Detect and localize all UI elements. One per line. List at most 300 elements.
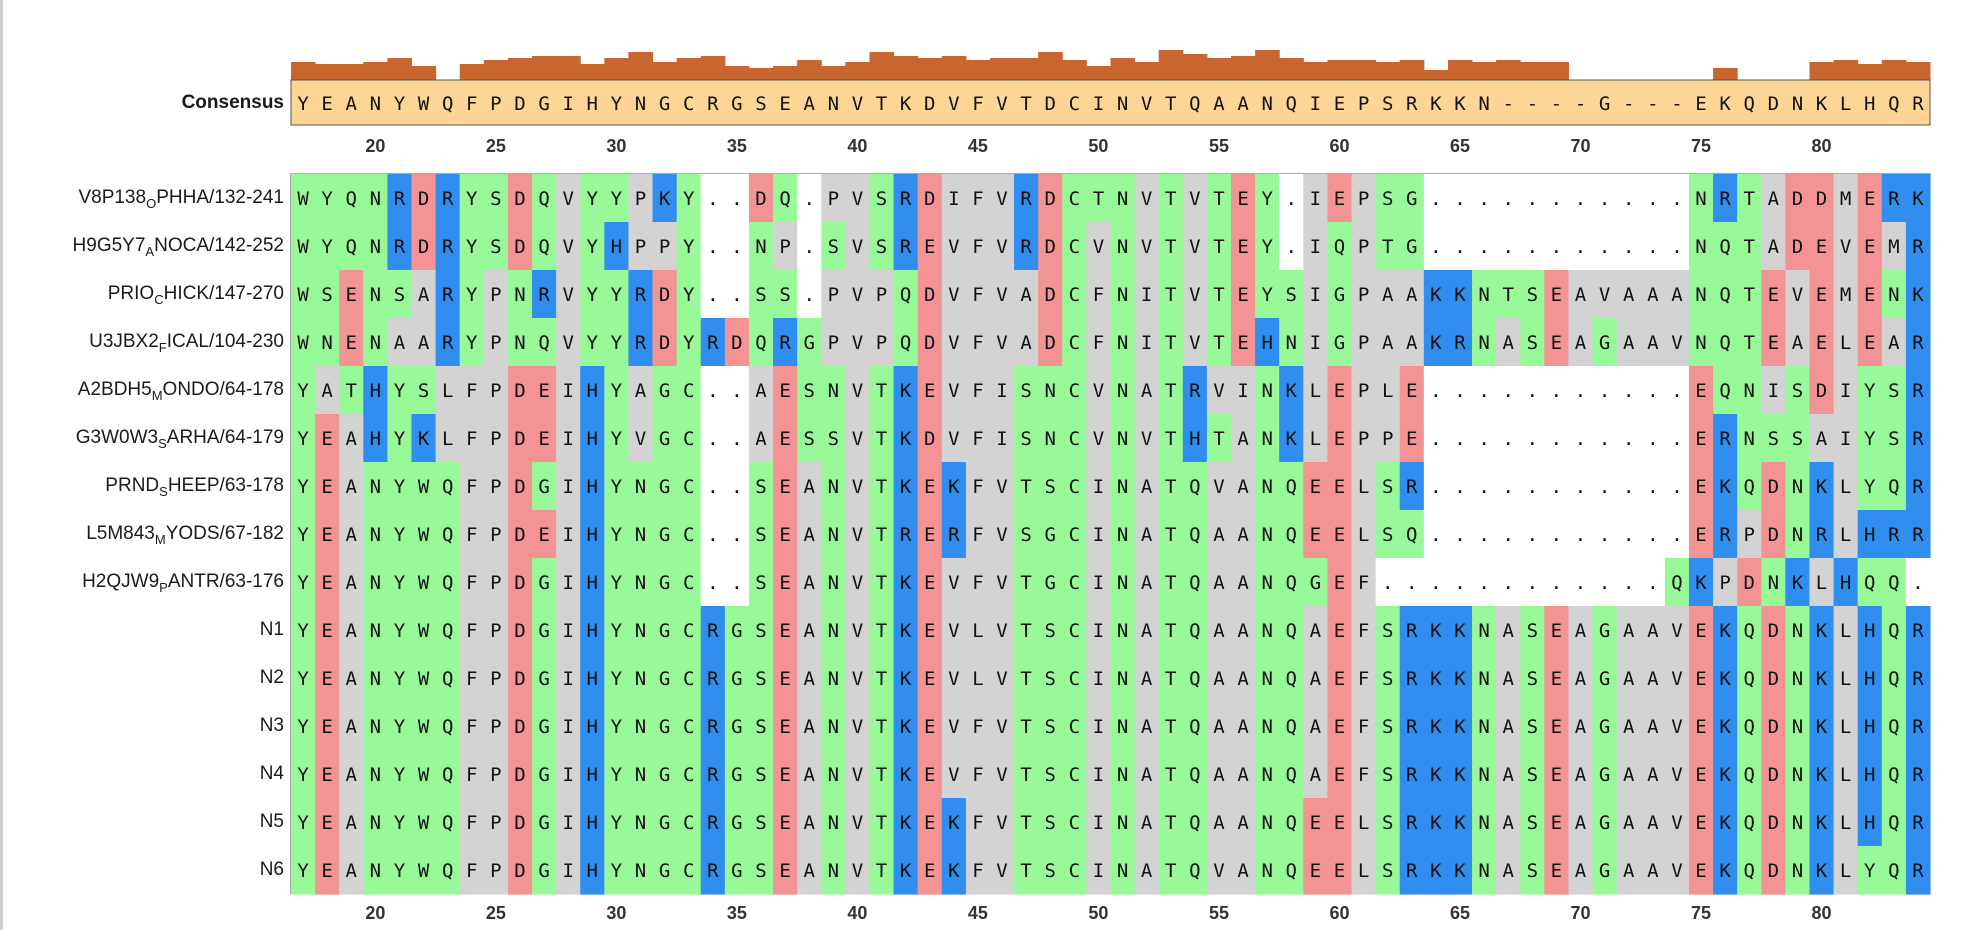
consensus-box [291, 80, 1930, 125]
residue-letter: H [586, 764, 599, 786]
residue-letter: A [803, 812, 815, 834]
residue-letter: S [755, 668, 767, 690]
residue-letter: R [1406, 860, 1418, 882]
residue-letter: K [899, 572, 912, 594]
residue-letter: N [369, 668, 382, 690]
residue-letter: E [1309, 860, 1322, 882]
residue-letter: N [1695, 188, 1707, 210]
residue-letter: E [1333, 188, 1346, 210]
residue-letter: N [1261, 668, 1273, 690]
residue-letter: Q [1285, 524, 1297, 546]
residue-letter: N [1791, 812, 1804, 834]
residue-letter: Y [393, 716, 406, 738]
residue-letter: A [393, 332, 406, 354]
residue-letter: T [1165, 668, 1177, 690]
residue-letter: V [948, 572, 960, 594]
residue-letter: A [1574, 860, 1587, 882]
residue-letter: V [851, 620, 864, 642]
residue-letter: V [851, 716, 864, 738]
conservation-bar [1159, 50, 1184, 80]
consensus-residue: - [1526, 93, 1539, 115]
consensus-residue: A [345, 93, 357, 115]
residue-letter: K [1719, 476, 1731, 498]
residue-letter: Y [466, 284, 478, 306]
residue-letter: H [586, 476, 599, 498]
residue-letter: V [1671, 620, 1683, 642]
residue-letter: I [1767, 380, 1780, 402]
residue-letter: N [634, 716, 647, 738]
residue-letter: . [1622, 428, 1635, 450]
conservation-bar [1809, 62, 1834, 80]
residue-letter: Q [441, 812, 454, 834]
conservation-bar [460, 64, 485, 80]
conservation-bar [1424, 70, 1449, 80]
residue-letter: P [1357, 380, 1370, 402]
sequence-label-id: PRIO [107, 283, 155, 304]
residue-letter: . [1598, 428, 1611, 450]
residue-letter: S [803, 428, 815, 450]
residue-letter: K [1719, 668, 1731, 690]
residue-letter: . [1381, 572, 1394, 594]
residue-letter: A [345, 476, 357, 498]
residue-letter: . [1454, 476, 1466, 498]
residue-letter: A [1622, 620, 1635, 642]
residue-letter: . [731, 476, 743, 498]
consensus-residue: D [1044, 93, 1056, 115]
residue-letter: A [1647, 860, 1659, 882]
conservation-bar [701, 56, 726, 80]
residue-letter: V [851, 812, 864, 834]
residue-letter: N [1116, 764, 1129, 786]
residue-letter: F [466, 812, 478, 834]
residue-letter: P [1357, 332, 1370, 354]
residue-letter: N [321, 332, 333, 354]
residue-letter: N [1791, 620, 1804, 642]
residue-letter: V [851, 188, 864, 210]
residue-letter: A [1020, 284, 1032, 306]
residue-letter: N [634, 764, 647, 786]
residue-letter: D [1791, 188, 1804, 210]
sequence-label [4, 810, 284, 834]
consensus-residue: - [1671, 93, 1683, 115]
residue-letter: A [1502, 764, 1514, 786]
residue-letter: T [875, 620, 888, 642]
residue-letter: V [562, 236, 574, 258]
residue-letter: F [1357, 716, 1370, 738]
conservation-bar [1544, 62, 1569, 80]
residue-letter: V [996, 668, 1008, 690]
residue-letter: D [1767, 764, 1780, 786]
residue-letter: . [1550, 188, 1563, 210]
residue-letter: . [1526, 428, 1539, 450]
residue-letter: Q [1743, 764, 1755, 786]
residue-letter: T [1213, 188, 1225, 210]
residue-letter: H [1189, 428, 1201, 450]
residue-letter: . [1671, 380, 1683, 402]
residue-letter: S [1044, 764, 1056, 786]
sequence-label [4, 522, 284, 546]
residue-letter: A [1140, 764, 1153, 786]
residue-letter: N [827, 380, 840, 402]
residue-letter: . [1502, 524, 1514, 546]
residue-letter: N [514, 332, 526, 354]
conservation-bar [1062, 60, 1087, 80]
residue-letter: . [1478, 572, 1490, 594]
residue-letter: N [514, 284, 526, 306]
residue-letter: A [1237, 764, 1249, 786]
residue-letter: E [321, 476, 333, 498]
residue-letter: F [466, 572, 478, 594]
residue-letter: E [779, 428, 791, 450]
residue-letter: W [417, 812, 430, 834]
residue-letter: S [1381, 668, 1394, 690]
residue-letter: L [1839, 476, 1852, 498]
residue-letter: V [1092, 428, 1105, 450]
residue-letter: S [755, 716, 767, 738]
residue-letter: R [1912, 716, 1924, 738]
residue-letter: T [1165, 620, 1177, 642]
conservation-bar [894, 56, 919, 80]
residue-letter: D [1743, 572, 1755, 594]
residue-letter: V [1140, 188, 1153, 210]
residue-letter: N [1478, 860, 1490, 882]
residue-letter: A [1574, 812, 1587, 834]
residue-letter: N [369, 188, 382, 210]
residue-letter: V [1189, 188, 1201, 210]
conservation-bar [1135, 62, 1160, 80]
residue-letter: S [779, 284, 791, 306]
residue-letter: K [899, 764, 912, 786]
residue-letter: V [1598, 284, 1611, 306]
residue-letter: A [1622, 668, 1635, 690]
residue-letter: D [1767, 860, 1780, 882]
residue-letter: V [996, 236, 1008, 258]
residue-letter: Q [538, 332, 550, 354]
residue-letter: A [417, 284, 430, 306]
residue-letter: . [1647, 380, 1659, 402]
bottom-tick-label: 25 [485, 903, 506, 923]
residue-letter: R [1719, 524, 1731, 546]
residue-letter: E [1815, 332, 1828, 354]
residue-letter: Y [610, 524, 623, 546]
residue-letter: Y [610, 716, 623, 738]
residue-letter: . [1526, 380, 1539, 402]
residue-letter: C [1068, 284, 1081, 306]
residue-letter: D [1767, 524, 1780, 546]
residue-letter: N [634, 668, 647, 690]
residue-letter: A [1406, 332, 1418, 354]
residue-letter: V [996, 572, 1008, 594]
consensus-residue: D [1767, 93, 1780, 115]
residue-letter: P [490, 764, 502, 786]
residue-letter: A [1622, 860, 1635, 882]
residue-letter: E [924, 716, 936, 738]
residue-letter: F [972, 284, 984, 306]
conservation-bar [604, 58, 629, 80]
residue-letter: . [1526, 572, 1539, 594]
residue-letter: Q [1888, 620, 1900, 642]
residue-letter: D [514, 188, 526, 210]
residue-letter: E [321, 764, 333, 786]
residue-letter: N [369, 476, 382, 498]
top-tick-label: 70 [1570, 136, 1591, 156]
residue-letter: E [779, 380, 791, 402]
residue-letter: H [369, 380, 382, 402]
residue-letter: G [1598, 812, 1611, 834]
consensus-residue: D [514, 93, 526, 115]
conservation-bar [821, 66, 846, 80]
residue-letter: E [345, 332, 357, 354]
residue-letter: I [1092, 812, 1105, 834]
residue-letter: K [1454, 284, 1466, 306]
residue-letter: . [1502, 572, 1514, 594]
residue-letter: V [1671, 860, 1683, 882]
consensus-residue: L [1839, 93, 1852, 115]
residue-letter: K [1430, 812, 1442, 834]
residue-letter: E [1550, 332, 1563, 354]
residue-letter: D [1044, 236, 1056, 258]
residue-letter: A [1647, 284, 1659, 306]
sequence-label [4, 666, 284, 690]
residue-letter: D [514, 476, 526, 498]
consensus-residue: W [417, 93, 430, 115]
residue-letter: K [1430, 860, 1442, 882]
residue-letter: S [755, 620, 767, 642]
residue-letter: R [707, 332, 719, 354]
residue-letter: . [1526, 524, 1539, 546]
residue-letter: N [827, 764, 840, 786]
residue-letter: . [1574, 428, 1587, 450]
residue-letter: Y [297, 524, 309, 546]
conservation-bar [1400, 60, 1425, 80]
residue-letter: E [1333, 764, 1346, 786]
residue-letter: S [1526, 284, 1539, 306]
consensus-residue: - [1574, 93, 1587, 115]
residue-letter: T [1743, 236, 1755, 258]
residue-letter: A [1140, 380, 1153, 402]
residue-letter: F [466, 524, 478, 546]
residue-letter: Q [1285, 572, 1297, 594]
residue-letter: E [321, 428, 333, 450]
residue-letter: Q [1189, 572, 1201, 594]
residue-letter: N [827, 572, 840, 594]
residue-letter: V [948, 236, 960, 258]
residue-letter: . [731, 284, 743, 306]
residue-letter: R [1912, 428, 1924, 450]
sequence-label-id: N2 [259, 667, 284, 688]
residue-letter: A [1622, 284, 1635, 306]
residue-letter: A [1213, 716, 1225, 738]
residue-letter: K [899, 476, 912, 498]
residue-letter: N [369, 716, 382, 738]
residue-letter: S [1526, 332, 1539, 354]
residue-letter: Y [1261, 236, 1273, 258]
conservation-bar [1279, 58, 1304, 80]
residue-letter: K [1912, 188, 1924, 210]
residue-letter: A [803, 572, 815, 594]
residue-letter: G [1598, 332, 1611, 354]
residue-letter: G [1044, 524, 1056, 546]
consensus-label: Consensus [181, 92, 284, 113]
residue-letter: Y [1261, 188, 1273, 210]
consensus-residue: N [827, 93, 840, 115]
residue-letter: L [1357, 524, 1370, 546]
consensus-residue: V [948, 93, 960, 115]
sequence-label-id: PRND [105, 475, 160, 496]
residue-letter: D [924, 428, 936, 450]
residue-letter: Q [441, 716, 454, 738]
residue-letter: . [731, 188, 743, 210]
residue-letter: K [948, 812, 960, 834]
conservation-bar [1882, 60, 1907, 80]
residue-letter: E [1695, 716, 1707, 738]
residue-letter: Q [1743, 860, 1755, 882]
residue-letter: A [803, 524, 815, 546]
residue-letter: . [1285, 236, 1297, 258]
residue-letter: E [321, 860, 333, 882]
residue-letter: . [1647, 236, 1659, 258]
residue-letter: Y [1864, 476, 1876, 498]
sequence-label-rest: ICAL/104-230 [166, 331, 284, 352]
residue-letter: . [1502, 188, 1514, 210]
residue-letter: P [1357, 284, 1370, 306]
residue-letter: S [1044, 860, 1056, 882]
sequence-label-rest: HICK/147-270 [163, 283, 284, 304]
consensus-residue: R [1912, 93, 1924, 115]
sequence-label-id: U3JBX2 [89, 331, 159, 352]
residue-letter: F [972, 860, 984, 882]
residue-letter: Q [1406, 524, 1418, 546]
residue-letter: . [1478, 380, 1490, 402]
residue-letter: E [1767, 332, 1780, 354]
residue-letter: A [1237, 620, 1249, 642]
sequence-label-subscript: A [145, 244, 155, 259]
residue-letter: S [827, 236, 840, 258]
residue-letter: . [1622, 236, 1635, 258]
residue-letter: D [924, 284, 936, 306]
residue-letter: S [1888, 380, 1900, 402]
residue-letter: D [755, 188, 767, 210]
consensus-residue: T [1020, 93, 1032, 115]
sequence-label-id: V8P138 [78, 187, 147, 208]
residue-letter: R [707, 764, 719, 786]
residue-letter: . [1598, 236, 1611, 258]
residue-letter: V [996, 860, 1008, 882]
residue-letter: . [1430, 428, 1442, 450]
residue-letter: N [1767, 572, 1780, 594]
residue-letter: N [1695, 236, 1707, 258]
residue-letter: A [1309, 620, 1322, 642]
residue-letter: A [1574, 716, 1587, 738]
residue-letter: F [466, 764, 478, 786]
residue-letter: R [899, 524, 912, 546]
sequence-label [4, 186, 284, 210]
residue-letter: L [1839, 764, 1852, 786]
sequence-label-id: N4 [259, 763, 284, 784]
residue-letter: T [1213, 284, 1225, 306]
residue-letter: . [1550, 476, 1563, 498]
residue-letter: T [1165, 236, 1177, 258]
residue-letter: V [1092, 380, 1105, 402]
residue-letter: Q [1333, 236, 1346, 258]
residue-letter: . [1912, 572, 1924, 594]
residue-letter: D [1044, 332, 1056, 354]
residue-letter: G [1598, 764, 1611, 786]
residue-letter: Y [586, 284, 599, 306]
residue-letter: L [1357, 860, 1370, 882]
consensus-residue: G [658, 93, 671, 115]
residue-letter: . [803, 284, 815, 306]
residue-letter: I [1092, 860, 1105, 882]
sequence-label [4, 570, 284, 594]
residue-letter: R [441, 188, 454, 210]
residue-letter: N [1116, 380, 1129, 402]
residue-letter: Y [321, 236, 333, 258]
residue-letter: R [538, 284, 550, 306]
residue-letter: V [562, 188, 574, 210]
residue-letter: K [417, 428, 430, 450]
residue-letter: A [803, 620, 815, 642]
residue-letter: Q [1719, 332, 1731, 354]
residue-letter: A [803, 716, 815, 738]
residue-letter: A [1888, 332, 1900, 354]
residue-letter: P [490, 572, 502, 594]
residue-letter: N [369, 764, 382, 786]
residue-letter: W [417, 476, 430, 498]
residue-letter: G [658, 524, 671, 546]
residue-letter: I [562, 572, 574, 594]
residue-letter: M [1839, 284, 1852, 306]
sequence-label-subscript: M [151, 388, 163, 403]
residue-letter: . [1598, 188, 1611, 210]
residue-letter: V [996, 812, 1008, 834]
consensus-residue: Q [1888, 93, 1900, 115]
conservation-bar [291, 62, 316, 80]
residue-letter: V [562, 332, 574, 354]
residue-letter: S [1526, 860, 1539, 882]
residue-letter: G [538, 812, 550, 834]
residue-letter: S [321, 284, 333, 306]
residue-letter: . [1550, 428, 1563, 450]
consensus-residue: - [1502, 93, 1514, 115]
residue-letter: . [707, 572, 719, 594]
residue-letter: I [1309, 236, 1322, 258]
conservation-bar [1327, 60, 1352, 80]
residue-letter: F [1357, 668, 1370, 690]
residue-letter: S [1526, 716, 1539, 738]
conservation-bar [1376, 62, 1401, 80]
consensus-residue: E [321, 93, 333, 115]
residue-letter: E [1333, 524, 1346, 546]
residue-letter: N [1695, 284, 1707, 306]
residue-letter: Q [1864, 572, 1876, 594]
residue-letter: V [948, 284, 960, 306]
residue-letter: . [1574, 236, 1587, 258]
consensus-residue: I [562, 93, 574, 115]
residue-letter: I [1839, 380, 1852, 402]
residue-letter: H [1864, 524, 1876, 546]
residue-letter: A [345, 812, 357, 834]
residue-letter: N [634, 620, 647, 642]
residue-letter: H [586, 620, 599, 642]
residue-letter: G [1044, 572, 1056, 594]
residue-letter: Y [393, 524, 406, 546]
residue-letter: V [1791, 284, 1804, 306]
residue-letter: H [1839, 572, 1852, 594]
residue-letter: N [827, 668, 840, 690]
residue-letter: T [1020, 572, 1032, 594]
residue-letter: A [1381, 284, 1394, 306]
